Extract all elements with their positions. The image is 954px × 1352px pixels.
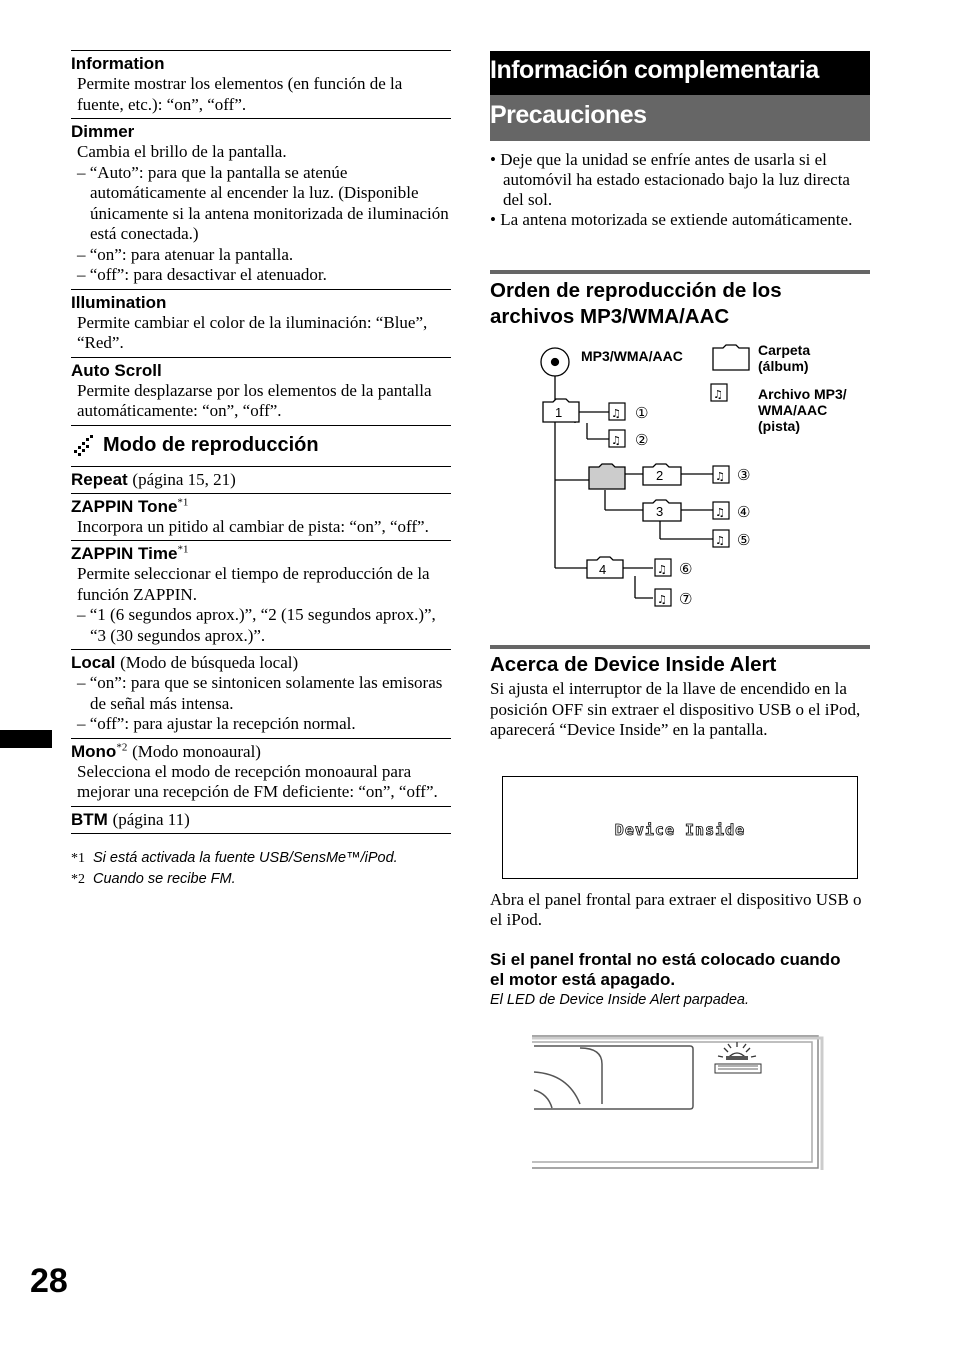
led-note: El LED de Device Inside Alert parpadea. [490,992,749,1008]
entry-text: Permite cambiar el color de la iluminación: “Blue”, “Red”. [77,312,428,352]
svg-text:♫: ♫ [713,388,723,401]
alert-heading: Acerca de Device Inside Alert [490,653,777,676]
display-illustration [502,776,858,879]
section-rule [490,270,870,274]
banner-sub-title: Precauciones [490,101,647,129]
track-number: ④ [737,503,751,521]
entry-note: (Modo monoaural) [132,741,261,761]
entry-text: Selecciona el modo de recepción monoaural para mejorar una recepción de FM deficiente: “on”, “off”. [77,761,438,801]
entry-illumination [71,289,451,357]
root-label: MP3/WMA/AAC [581,348,683,364]
alert-text: Si ajusta el interruptor de la llave de encendido en la posición OFF sin extraer el dispositivo USB o el iPod, aparecerá “Device Inside” en la pantalla. [490,679,861,740]
section-rule [490,645,870,649]
entry-title: Information [71,54,165,73]
subheading: Si el panel frontal no está colocado cuando el motor está apagado. [490,950,841,989]
after-text: Abra el panel frontal para extraer el dispositivo USB o el iPod. [490,890,862,929]
track-number: ⑦ [679,590,693,608]
footnote-mark: *1 [177,495,189,508]
entry-title: ZAPPIN Tone [71,496,178,516]
page-ref: (página 11) [112,809,190,829]
dash-item: – “1 (6 segundos aprox.)”, “2 (15 segundos aprox.)”, “3 (30 segundos aprox.)”. [77,605,436,645]
folder-tree-diagram [535,340,875,615]
entry-repeat [71,466,451,493]
list-item: • Deje que la unidad se enfríe antes de usarla si el automóvil ha estado estacionado bajo la luz directa del sol. [490,150,850,209]
order-heading: Orden de reproducción de los archivos MP3/WMA/AAC [490,279,782,328]
banner-main-title: Información complementaria [490,56,819,84]
legend-file-label: Archivo MP3/ WMA/AAC (pista) [758,386,847,434]
entry-dimmer [71,118,451,289]
dash-item: – “on”: para atenuar la pantalla. [77,244,294,264]
footnote: *2 Cuando se recibe FM. [71,870,236,887]
svg-text:♫: ♫ [657,593,667,606]
svg-text:♫: ♫ [657,563,667,576]
folder-legend-icon [713,345,749,370]
track-number: ③ [737,466,751,484]
footnote: *1 Si está activada la fuente USB/SensMe™/iPod. [71,849,398,866]
track-number: ⑤ [737,531,751,549]
playback-mode-icon [71,434,95,458]
folder-label: 3 [656,504,664,519]
folder-label: 1 [555,405,563,420]
entry-zappin-time [71,540,451,649]
svg-text:♫: ♫ [715,506,725,519]
folder-icon [589,464,625,489]
legend-folder-label: Carpeta (álbum) [758,342,811,374]
entry-title: ZAPPIN Time [71,544,178,563]
entry-title: Auto Scroll [71,360,162,380]
entry-text: Incorpora un pitido al cambiar de pista: “on”, “off”. [77,516,429,536]
entry-title: Illumination [71,292,167,312]
svg-text:♫: ♫ [611,407,621,420]
svg-text:♫: ♫ [715,534,725,547]
footnote-mark: *2 [116,740,128,753]
entry-text: Permite desplazarse por los elementos de la pantalla automáticamente: “on”, “off”. [77,380,432,420]
entry-text: Permite seleccionar el tiempo de reproducción de la función ZAPPIN. [77,564,430,604]
front-panel-illustration [528,1034,824,1172]
mode-heading [71,425,451,466]
page-number: 28 [30,1262,68,1300]
footnote-mark: *1 [177,543,189,556]
track-number: ② [635,431,649,449]
divider [71,833,451,848]
dash-item: – “off”: para ajustar la recepción normal. [77,714,356,733]
entry-mono [71,738,451,806]
settings-list [71,50,451,890]
section-title: Modo de reproducción [103,434,319,456]
dash-item: – “Auto”: para que la pantalla se atenúe automáticamente al encender la luz. (Disponible únicamente si la antena monitorizada de iluminación está conectada.) [77,162,449,243]
entry-title: Repeat [71,469,128,489]
side-tab-marker [0,730,52,748]
dash-item: – “off”: para desactivar el atenuador. [77,265,327,284]
entry-btm [71,806,451,833]
entry-auto-scroll [71,357,451,425]
list-item: • La antena motorizada se extiende automáticamente. [490,210,853,229]
track-number: ⑥ [679,560,693,578]
display-text: Device Inside [614,820,746,839]
dash-item: – “on”: para que se sintonicen solamente las emisoras de señal más intensa. [77,673,443,713]
entry-text: Permite mostrar los elementos (en función de la fuente, etc.): “on”, “off”. [77,74,403,114]
entry-title: Mono [71,741,117,761]
entry-text: Cambia el brillo de la pantalla. [77,142,287,161]
svg-text:♫: ♫ [715,470,725,483]
precautions-list [490,150,860,230]
led-icon [726,1056,748,1060]
svg-text:♫: ♫ [611,434,621,447]
entry-local [71,649,451,738]
entry-note: (Modo de búsqueda local) [120,653,299,672]
entry-information [71,50,451,118]
entry-zappin-tone [71,493,451,541]
entry-title: BTM [71,809,108,829]
folder-label: 4 [599,562,607,577]
entry-title: Local [71,653,116,672]
entry-title: Dimmer [71,122,135,141]
track-number: ① [635,404,649,422]
page-ref: (página 15, 21) [132,469,236,489]
folder-label: 2 [656,468,664,483]
